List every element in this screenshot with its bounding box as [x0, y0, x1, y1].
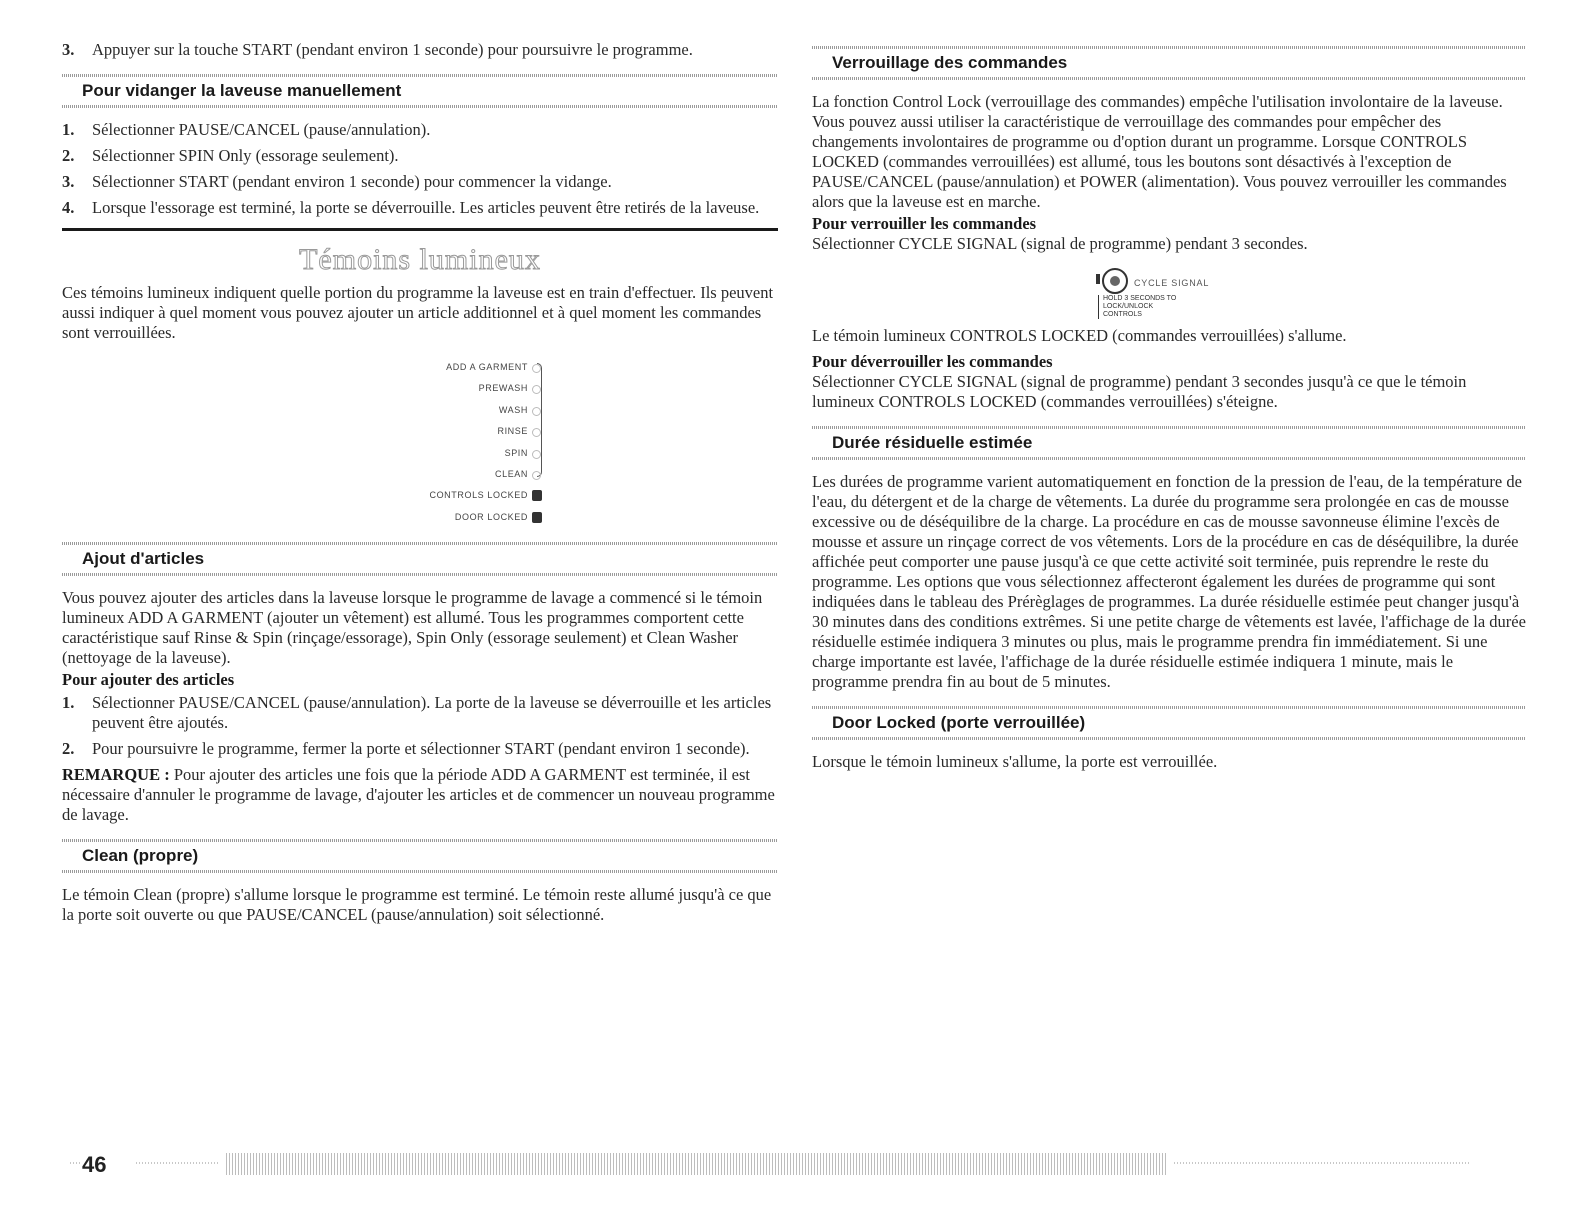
section-heading-door: Door Locked (porte verrouillée) [832, 713, 1086, 732]
light-icon [532, 364, 541, 373]
page-number: 46 [82, 1152, 107, 1177]
intro-step-list [62, 40, 778, 60]
drain-steps [62, 120, 778, 218]
indicator-spin: SPIN [412, 443, 542, 464]
door-text: Lorsque le témoin lumineux s'allume, la porte est verrouillée. [812, 752, 1218, 771]
subheading-add: Pour ajouter des articles [62, 670, 235, 690]
lock-icon [532, 512, 542, 523]
note-label: REMARQUE : [62, 765, 170, 785]
section-heading-clean: Clean (propre) [82, 846, 199, 866]
remaining-text: Les durées de programme varient automatiquement en fonction de la pression de l'eau, de la température de l'eau, du détergent et de la charge de vêtements. La durée du programme sera prolongée en cas de mousse excessive ou de déséquilibre de la charge. La procédure en cas de mousse savonneuse élimine l'excès de mousse et assure un rinçage correct de vos vêtements. Lors de la procédure en cas de déséquilibre, la durée affichée peut comporter une pause jusqu'à ce que cette activité soit terminée, puis reprendre le reste du programme. Les options que vous sélectionnez affecteront également les durées de programme qui sont indiquées dans le tableau des Prérèglages de programmes. La durée résiduelle estimée peut changer jusqu'à 30 minutes dans des conditions extrêmes. Si une petite charge de vêtements est lavée, l'affichage de la durée résiduelle estimée indiquera 3 minutes ou plus, mais le programme prendra fin immédiatement. Si une charge importante est lavée, l'affichage de la durée résiduelle estimée indiquera 1 minute, mais le programme prendra fin au bout de 5 minutes. [812, 472, 1526, 691]
lock-text: La fonction Control Lock (verrouillage des commandes) empêche l'utilisation involontaire de la laveuse. Vous pouvez aussi utiliser la caractéristique de verrouillage des commandes pour empêcher des changements involontaires de programme ou d'option durant un programme. Lorsque CONTROLS LOCKED (commandes verrouillées) est allumé, tous les boutons sont désactivés à l'exception de PAUSE/CANCEL (pause/annulation) et POWER (alimentation). Vous pouvez verrouiller les commandes alors que la laveuse est en marche. [812, 92, 1507, 211]
cycle-signal-label: CYCLE SIGNAL [1134, 278, 1210, 288]
clean-text: Le témoin Clean (propre) s'allume lorsque le programme est terminé. Le témoin reste allumé jusqu'à ce que la porte soit ouverte ou que PAUSE/CANCEL (pause/annulation) soit sélectionné. [62, 885, 772, 925]
add-steps [62, 693, 778, 759]
hold-label: HOLD 3 SECONDS TO LOCK/UNLOCK CONTROLS [1098, 295, 1193, 319]
subheading-unlock: Pour déverrouiller les commandes [812, 352, 1053, 371]
section-heading-remaining: Durée résiduelle estimée [832, 433, 1033, 452]
indicator-clean: CLEAN [412, 464, 542, 485]
section-heading-lock: Verrouillage des commandes [832, 53, 1068, 72]
light-icon [532, 428, 541, 437]
footer-bar [226, 1153, 1166, 1175]
light-icon [532, 385, 541, 394]
add-note: REMARQUE : Pour ajouter des articles une fois que la période ADD A GARMENT est terminée, il est nécessaire d'annuler le programme de lavage, d'ajouter les articles et de commencer un nouveau programme de lavage. [62, 765, 775, 825]
indicator-tick [1096, 274, 1100, 284]
unlock-instruction: Sélectionner CYCLE SIGNAL (signal de programme) pendant 3 secondes jusqu'à ce que le témoin lumineux CONTROLS LOCKED (commandes verrouillées) s'éteigne. [812, 372, 1467, 411]
footer-line [70, 1162, 80, 1164]
light-icon [532, 471, 541, 480]
indicator-door-locked: DOOR LOCKED [412, 507, 542, 528]
subheading-lock: Pour verrouiller les commandes [812, 214, 1037, 233]
list-item: 2. Pour poursuivre le programme, fermer la porte et sélectionner START (pendant environ 1 seconde). [62, 739, 750, 759]
list-item: 4. Lorsque l'essorage est terminé, la porte se déverrouille. Les articles peuvent être retirés de la laveuse. [62, 198, 760, 217]
indicator-add-a-garment: ADD A GARMENT [412, 357, 542, 378]
light-icon [532, 450, 541, 459]
section-heading-drain: Pour vidanger la laveuse manuellement [82, 81, 402, 100]
list-item: 2. Sélectionner SPIN Only (essorage seulement). [62, 146, 399, 165]
indicators-intro: Ces témoins lumineux indiquent quelle portion du programme la laveuse est en train d'effectuer. Ils peuvent aussi indiquer à quel moment vous pouvez ajouter un article additionnel et à quel moment les commandes sont verrouillées. [62, 283, 774, 342]
light-icon [532, 407, 541, 416]
footer-line [136, 1162, 220, 1164]
cycle-signal-button-icon [1102, 268, 1128, 294]
indicator-wash: WASH [412, 400, 542, 421]
section-title-indicators: Témoins lumineux [299, 243, 541, 276]
footer-line [1174, 1162, 1470, 1164]
indicator-controls-locked: CONTROLS LOCKED [412, 485, 542, 506]
section-heading-add: Ajout d'articles [82, 549, 205, 569]
step-text: Appuyer sur la touche START (pendant environ 1 seconde) pour poursuivre le programme. [92, 40, 693, 59]
left-column [62, 0, 778, 925]
lock-instruction: Sélectionner CYCLE SIGNAL (signal de programme) pendant 3 secondes. [812, 234, 1308, 253]
list-item: 3. Appuyer sur la touche START (pendant environ 1 seconde) pour poursuivre le programme. [62, 40, 693, 59]
cycle-signal-figure [1090, 268, 1290, 322]
lock-icon [532, 490, 542, 501]
indicator-panel [412, 357, 542, 528]
page-footer [70, 1150, 1470, 1180]
list-item: 1. Sélectionner PAUSE/CANCEL (pause/annulation). La porte de la laveuse se déverrouille et les articles peuvent être ajoutés. [62, 693, 772, 733]
indicator-rinse: RINSE [412, 421, 542, 442]
right-column [812, 0, 1526, 772]
list-item: 1. Sélectionner PAUSE/CANCEL (pause/annulation). [62, 120, 431, 139]
indicator-prewash: PREWASH [412, 378, 542, 399]
list-item: 3. Sélectionner START (pendant environ 1 seconde) pour commencer la vidange. [62, 172, 612, 191]
major-divider [62, 228, 778, 231]
locked-text: Le témoin lumineux CONTROLS LOCKED (commandes verrouillées) s'allume. [812, 326, 1347, 345]
add-intro: Vous pouvez ajouter des articles dans la laveuse lorsque le programme de lavage a commencé si le témoin lumineux ADD A GARMENT (ajouter un vêtement) est allumé. Tous les programmes comportent cette caractéristique sauf Rinse & Spin (rinçage/essorage), Spin Only (essorage seulement) et Clean Washer (nettoyage de la laveuse). [62, 588, 763, 668]
